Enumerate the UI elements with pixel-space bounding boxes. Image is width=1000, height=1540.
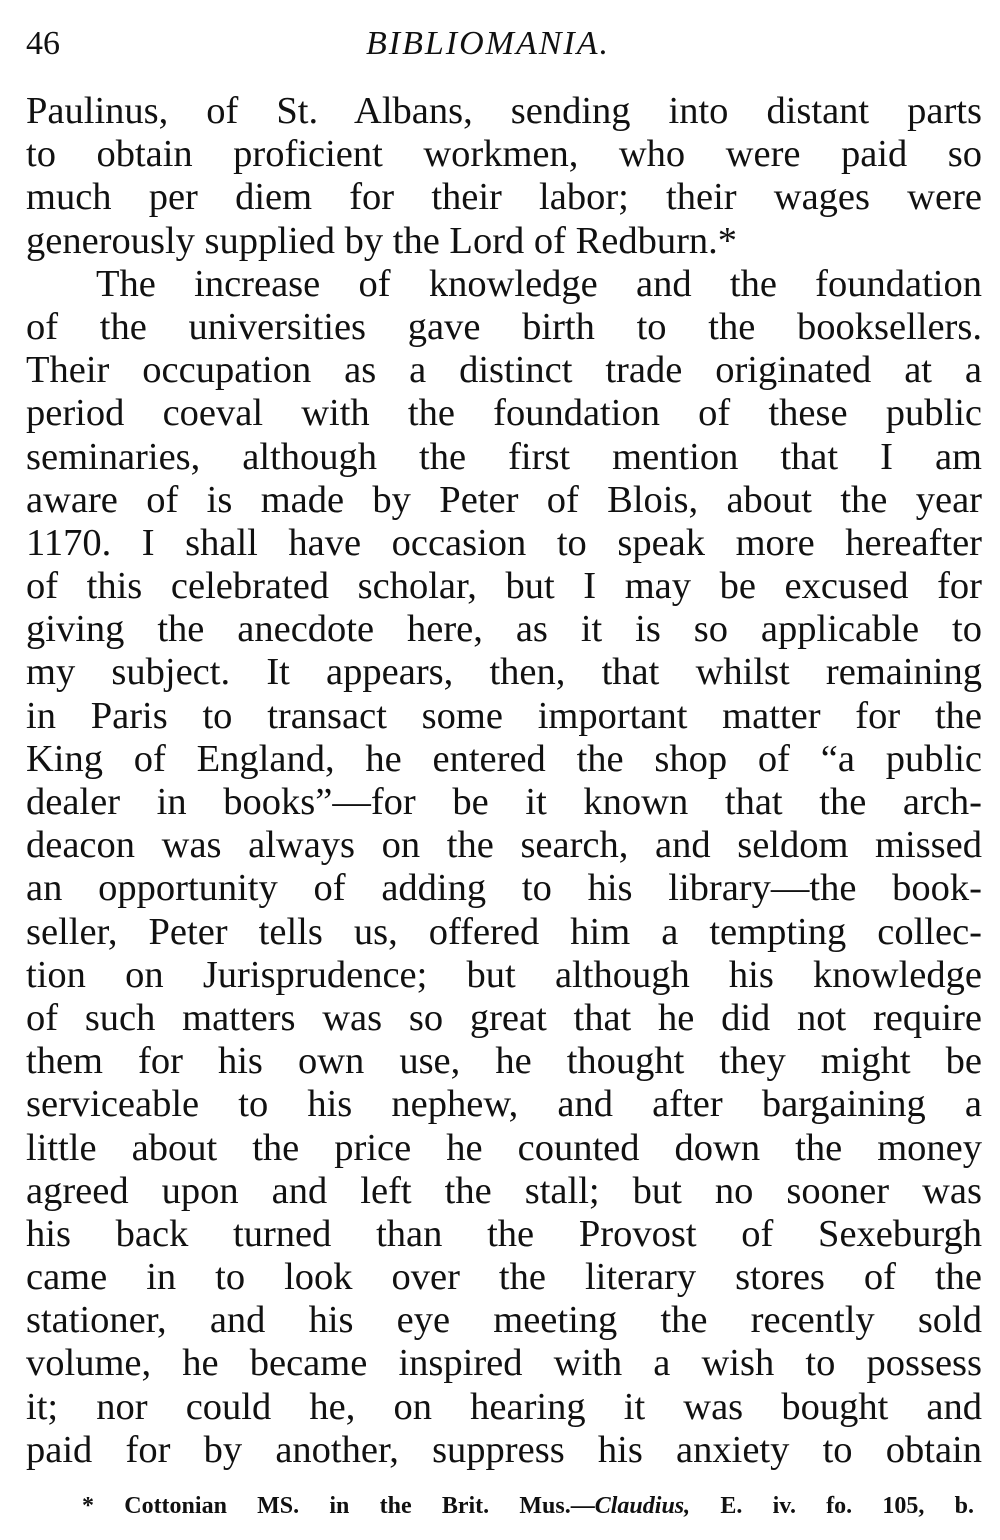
text-line: dealer in books”—for be it known that the arch-	[26, 781, 982, 823]
running-title: BIBLIOMANIA.	[366, 25, 611, 62]
footnote-suffix: E. iv. fo. 105, b.	[690, 1493, 974, 1519]
text-line: of the universities gave birth to the booksellers.	[26, 305, 982, 348]
text-line: tion on Jurisprudence; but although his knowledge	[26, 953, 982, 996]
text-line: seller, Peter tells us, offered him a tempting collec-	[26, 910, 982, 953]
text-line: The increase of knowledge and the foundation	[96, 262, 982, 305]
text-line: came in to look over the literary stores of the	[26, 1256, 982, 1299]
text-line: them for his own use, he thought they might be	[26, 1040, 982, 1083]
footnote-prefix: * Cottonian MS. in the Brit. Mus.—	[82, 1493, 595, 1519]
text-line: agreed upon and left the stall; but no sooner was	[26, 1169, 982, 1212]
text-line: an opportunity of adding to his library—the book-	[26, 867, 982, 910]
text-line: his back turned than the Provost of Sexeburgh	[26, 1212, 982, 1255]
text-line: my subject. It appears, then, that whilst remaining	[26, 651, 982, 694]
text-line: King of England, he entered the shop of “a public	[26, 737, 982, 780]
body-text	[26, 90, 982, 1472]
text-line: Paulinus, of St. Albans, sending into distant parts	[26, 90, 982, 132]
text-line: 1170. I shall have occasion to speak more hereafter	[26, 521, 982, 564]
text-line: of this celebrated scholar, but I may be excused for	[26, 565, 982, 608]
footnote-italic: Claudius,	[594, 1493, 691, 1519]
text-line: serviceable to his nephew, and after bargaining a	[26, 1083, 982, 1126]
footnote	[82, 1488, 974, 1524]
text-line: to obtain proficient workmen, who were paid so	[26, 133, 982, 176]
text-line: volume, he became inspired with a wish to possess	[26, 1342, 982, 1385]
text-line: it; nor could he, on hearing it was bought and	[26, 1385, 982, 1428]
text-line: generously supplied by the Lord of Redburn.*	[26, 219, 738, 262]
text-line: giving the anecdote here, as it is so applicable to	[26, 608, 982, 651]
text-line: much per diem for their labor; their wages were	[26, 176, 982, 219]
text-line: stationer, and his eye meeting the recently sold	[26, 1299, 982, 1342]
text-line: in Paris to transact some important matter for the	[26, 694, 982, 737]
running-head	[26, 22, 976, 66]
text-line: little about the price he counted down the money	[26, 1126, 982, 1169]
text-line: seminaries, although the first mention that I am	[26, 435, 982, 478]
text-line: deacon was always on the search, and seldom missed	[26, 824, 982, 867]
text-line: aware of is made by Peter of Blois, about the year	[26, 478, 982, 521]
text-line: Their occupation as a distinct trade originated at a	[26, 349, 982, 392]
text-line: period coeval with the foundation of these public	[26, 392, 982, 435]
text-line: of such matters was so great that he did not require	[26, 996, 982, 1039]
text-line: paid for by another, suppress his anxiety to obtain	[26, 1428, 982, 1471]
page-number: 46	[26, 25, 60, 62]
